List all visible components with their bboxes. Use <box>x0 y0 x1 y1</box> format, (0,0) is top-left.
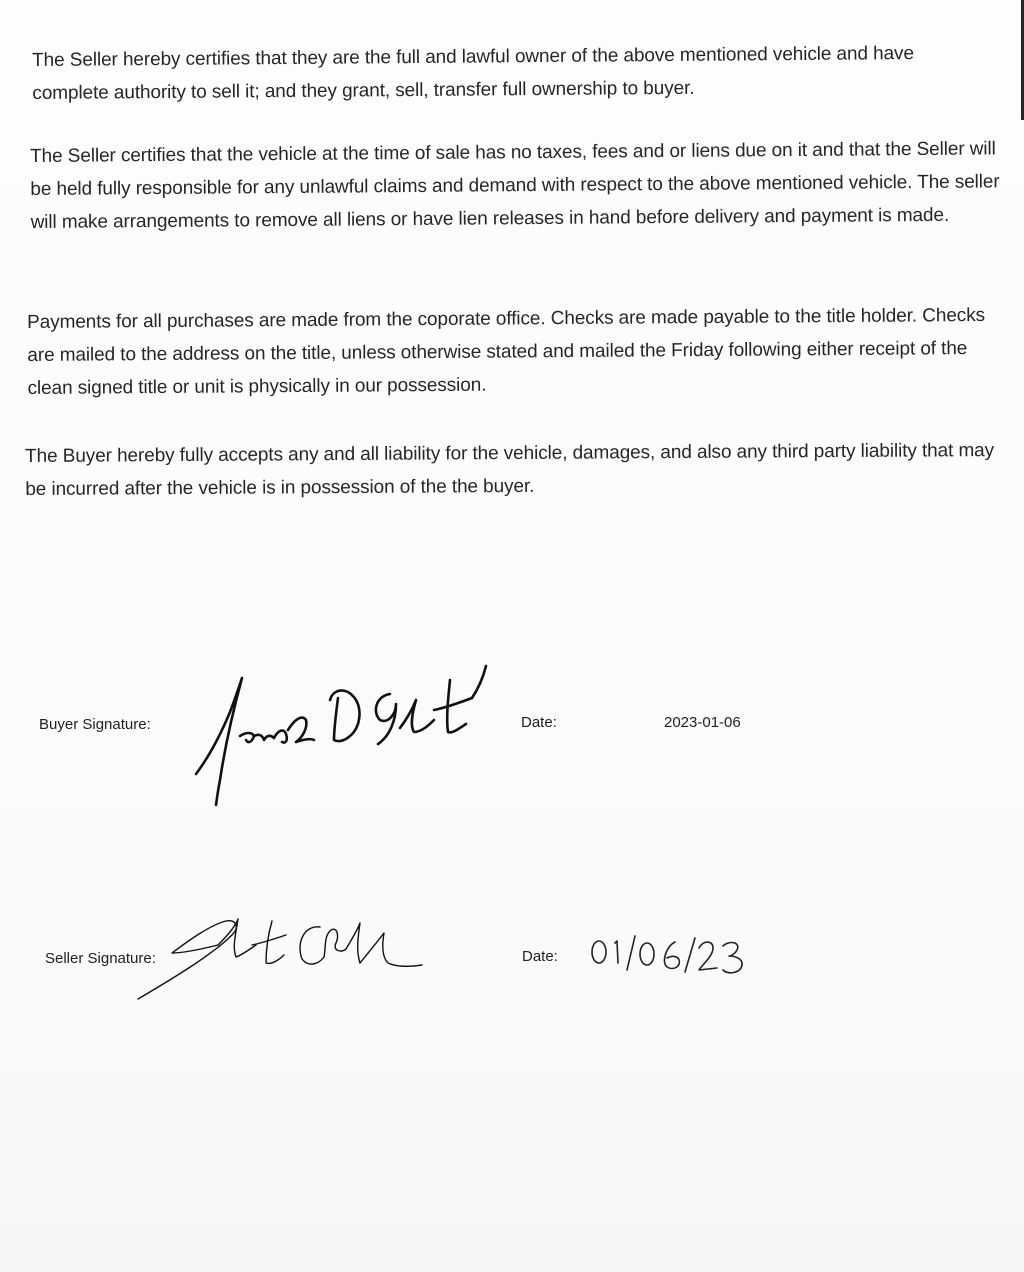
buyer-signature-image <box>190 640 500 815</box>
seller-signature-label: Seller Signature: <box>45 950 156 967</box>
paragraph-seller-ownership: The Seller hereby certifies that they are the full and lawful owner of the above mentioned vehicle and have complete authority to sell it; and they grant, sell, transfer full ownership to buyer. <box>32 43 914 104</box>
seller-signature-image <box>132 905 432 1005</box>
paragraph-payments: Payments for all purchases are made from the coporate office. Checks are made payable to the title holder. Checks are mailed to the address on the title, unless otherwise stated and mailed the Friday following either receipt of the clean signed title or unit is physically in our possession. <box>27 304 986 399</box>
buyer-date-value: 2023-01-06 <box>664 714 741 731</box>
paragraph-buyer-liability: The Buyer hereby fully accepts any and all liability for the vehicle, damages, and also any third party liability that may be incurred after the vehicle is in possession of the the buyer. <box>25 440 995 500</box>
seller-date-label: Date: <box>522 948 558 965</box>
buyer-date-label: Date: <box>521 714 557 731</box>
seller-date-handwritten <box>585 930 755 985</box>
buyer-signature-label: Buyer Signature: <box>39 716 151 733</box>
paragraph-seller-liens: The Seller certifies that the vehicle at the time of sale has no taxes, fees and or liens due on it and that the Seller will be held fully responsible for any unlawful claims and demand with respect to the above mentioned vehicle. The seller will make arrangements to remove all liens or have lien releases in hand before delivery and payment is made. <box>30 138 1000 233</box>
